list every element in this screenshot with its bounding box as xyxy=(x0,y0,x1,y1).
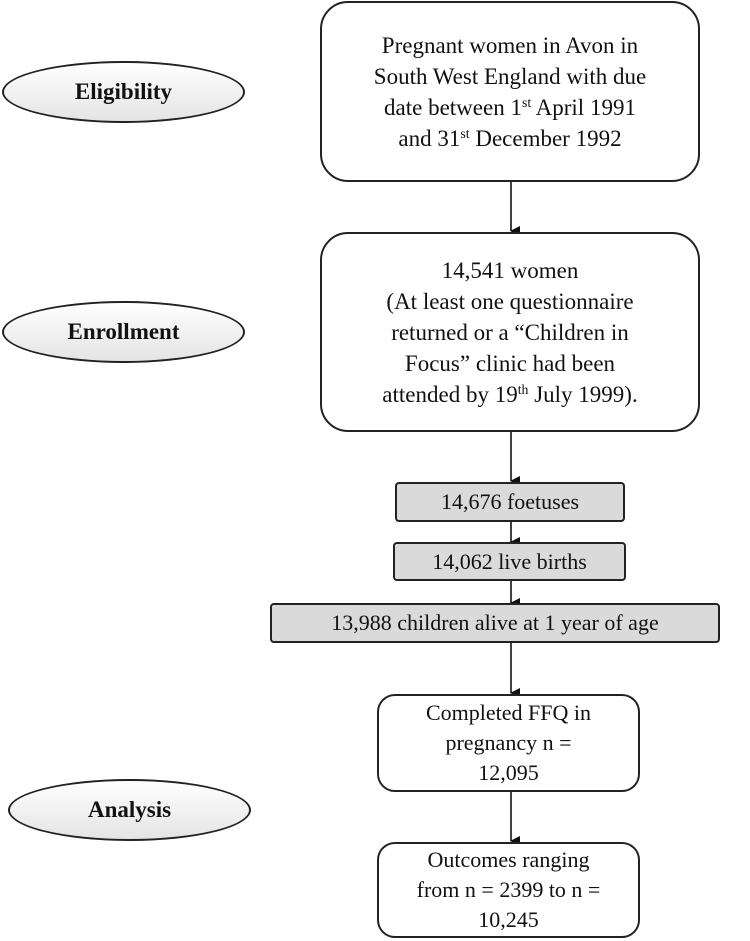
eligibility-box xyxy=(320,1,700,182)
ffq-line-3: 12,095 xyxy=(478,760,539,785)
stage-eligibility-label: Eligibility xyxy=(74,79,173,104)
enrollment-line-2: (At least one questionnaire xyxy=(386,288,634,314)
eligibility-line-3: date between 1st April 1991 xyxy=(384,94,636,120)
stage-analysis xyxy=(8,779,251,841)
ffq-box xyxy=(377,694,640,792)
ffq-line-1: Completed FFQ in xyxy=(425,700,591,725)
alive-1yr-label: 13,988 children alive at 1 year of age xyxy=(331,610,659,635)
outcomes-box xyxy=(377,842,640,938)
eligibility-line-4: and 31st December 1992 xyxy=(398,125,622,151)
outcomes-line-2: from n = 2399 to n = xyxy=(416,877,601,902)
alive-1yr-box xyxy=(270,603,720,643)
eligibility-line-2: South West England with due xyxy=(373,63,647,89)
stage-enrollment-label: Enrollment xyxy=(67,319,180,344)
eligibility-line-1: Pregnant women in Avon in xyxy=(381,32,639,58)
stage-analysis-label: Analysis xyxy=(87,797,172,822)
enrollment-line-5: attended by 19th July 1999). xyxy=(382,381,638,407)
stage-eligibility xyxy=(2,61,245,123)
enrollment-line-4: Focus” clinic had been xyxy=(404,350,616,376)
enrollment-box xyxy=(320,232,700,432)
outcomes-line-1: Outcomes ranging xyxy=(427,847,590,872)
stage-enrollment xyxy=(2,301,245,363)
foetuses-label: 14,676 foetuses xyxy=(440,489,580,514)
foetuses-box xyxy=(395,482,625,522)
enrollment-line-3: returned or a “Children in xyxy=(391,319,629,345)
live-births-box xyxy=(393,542,626,581)
live-births-label: 14,062 live births xyxy=(432,548,587,574)
enrollment-line-1: 14,541 women xyxy=(441,257,579,283)
outcomes-line-3: 10,245 xyxy=(478,907,539,932)
ffq-line-2: pregnancy n = xyxy=(445,730,572,755)
